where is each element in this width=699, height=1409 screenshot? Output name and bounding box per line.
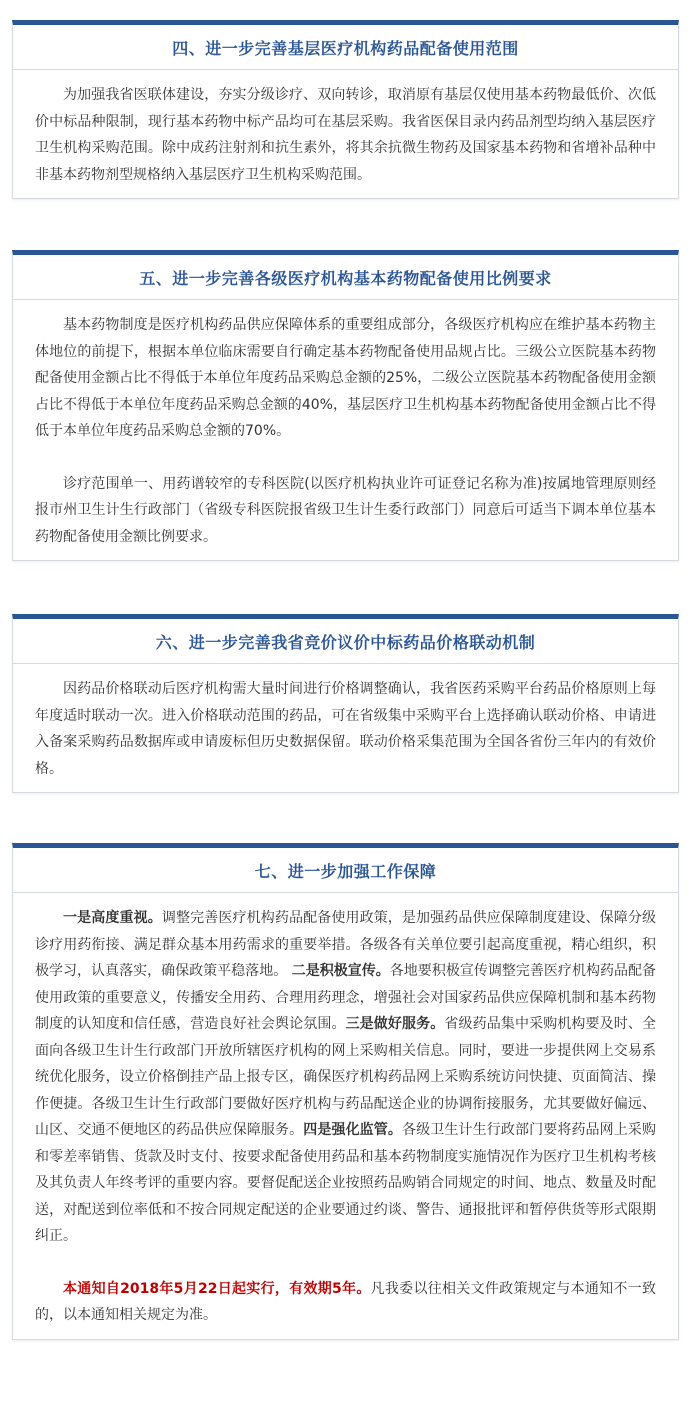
section-5-title: 五、进一步完善各级医疗机构基本药物配备使用比例要求	[139, 268, 552, 288]
point-4-text: 各级卫生计生行政部门要将药品网上采购和零差率销售、货款及时支付、按要求配备使用药品和基本药物制度实施情况作为医疗卫生机构考核及其负责人年终考评的重要内容。要督促配送企业按照药品购销合同规定的时间、地点、数量及时配送，对配送到位率低和不按合同规定配送的企业要通过约谈、警告、通报批评和暂停供货等形式限期纠正。	[35, 1122, 657, 1244]
section-5-paragraph-2: 诊疗范围单一、用药谱较窄的专科医院(以医疗机构执业许可证登记名称为准)按属地管理原则经报市州卫生计生行政部门（省级专科医院报省级卫生计生委行政部门）同意后可适当下调本单位基本药物配备使用金额比例要求。	[35, 475, 656, 545]
point-2-text: 各地要积极宣传调整完善医疗机构药品配备使用政策的重要意义，传播安全用药、合理用药理念，增强社会对国家药品供应保障机制和基本药物制度的认知度和信任感，营造良好社会舆论氛围。	[35, 963, 657, 1032]
section-6-paragraph-1: 因药品价格联动后医疗机构需大量时间进行价格调整确认，我省医药采购平台药品价格原则上每年度适时联动一次。进入价格联动范围的药品，可在省级集中采购平台上选择确认联动价格、申请进入备案采购药品数据库或申请废标但历史数据保留。联动价格采集范围为全国各省份三年内的有效价格。	[35, 681, 656, 777]
effective-date-notice: 本通知自2018年5月22日起实行，有效期5年。	[63, 1280, 371, 1297]
section-5-body	[13, 300, 678, 560]
section-4-body	[13, 70, 678, 198]
point-3-heading: 三是做好服务。	[345, 1016, 445, 1032]
point-4-heading: 四是强化监管。	[303, 1122, 403, 1138]
section-5-paragraph-1: 基本药物制度是医疗机构药品供应保障体系的重要组成部分，各级医疗机构应在维护基本药物主体地位的前提下，根据本单位临床需要自行确定基本药物配备使用品规占比。三级公立医院基本药物配备使用金额占比不得低于本单位年度药品采购总金额的25%，二级公立医院基本药物配备使用金额占比不得低于本单位年度药品采购总金额的40%，基层医疗卫生机构基本药物配备使用金额占比不得低于本单位年度药品采购总金额的70%。	[35, 317, 656, 439]
section-4-paragraph-1: 为加强我省医联体建设，夯实分级诊疗、双向转诊，取消原有基层仅使用基本药物最低价、次低价中标品种限制，现行基本药物中标产品均可在基层采购。我省医保目录内药品剂型均纳入基层医疗卫生机构采购范围。除中成药注射剂和抗生素外，将其余抗微生物药及国家基本药物和省增补品种中非基本药物剂型规格纳入基层医疗卫生机构采购范围。	[35, 87, 656, 183]
point-2-heading: 二是积极宣传。	[291, 963, 390, 979]
section-6-title: 六、进一步完善我省竞价议价中标药品价格联动机制	[155, 632, 536, 652]
section-6-body	[13, 664, 678, 792]
section-4-card	[12, 20, 679, 199]
section-4-title: 四、进一步完善基层医疗机构药品配备使用范围	[172, 38, 519, 58]
section-7-title: 七、进一步加强工作保障	[254, 861, 437, 881]
effective-date-rest: 凡我委以往相关文件政策规定与本通知不一致的，以本通知相关规定为准。	[35, 1280, 656, 1323]
point-3-text: 省级药品集中采购机构要及时、全面向各级卫生计生行政部门开放所辖医疗机构的网上采购相关信息。同时，要进一步提供网上交易系统优化服务，设立价格倒挂产品上报专区，确保医疗机构药品网上采购系统访问快捷、页面简洁、操作便捷。各级卫生计生行政部门要做好医疗机构与药品配送企业的协调衔接服务，尤其要做好偏远、山区、交通不便地区的药品供应保障服务。	[35, 1016, 657, 1138]
section-4-header	[13, 25, 678, 70]
section-6-header	[13, 619, 678, 664]
point-1-heading: 一是高度重视。	[63, 910, 162, 926]
section-5-card	[12, 250, 679, 561]
section-7-paragraph-1	[35, 905, 656, 1250]
section-7-header	[13, 848, 678, 893]
section-7-body	[13, 893, 678, 1339]
section-7-paragraph-2	[35, 1276, 656, 1329]
section-7-card	[12, 843, 679, 1340]
section-6-card	[12, 614, 679, 793]
point-1-text: 调整完善医疗机构药品配备使用政策，是加强药品供应保障制度建设、保障分级诊疗用药衔接、满足群众基本用药需求的重要举措。各级各有关单位要引起高度重视，精心组织，积极学习，认真落实，确保政策平稳落地。	[35, 910, 657, 979]
section-5-header	[13, 255, 678, 300]
